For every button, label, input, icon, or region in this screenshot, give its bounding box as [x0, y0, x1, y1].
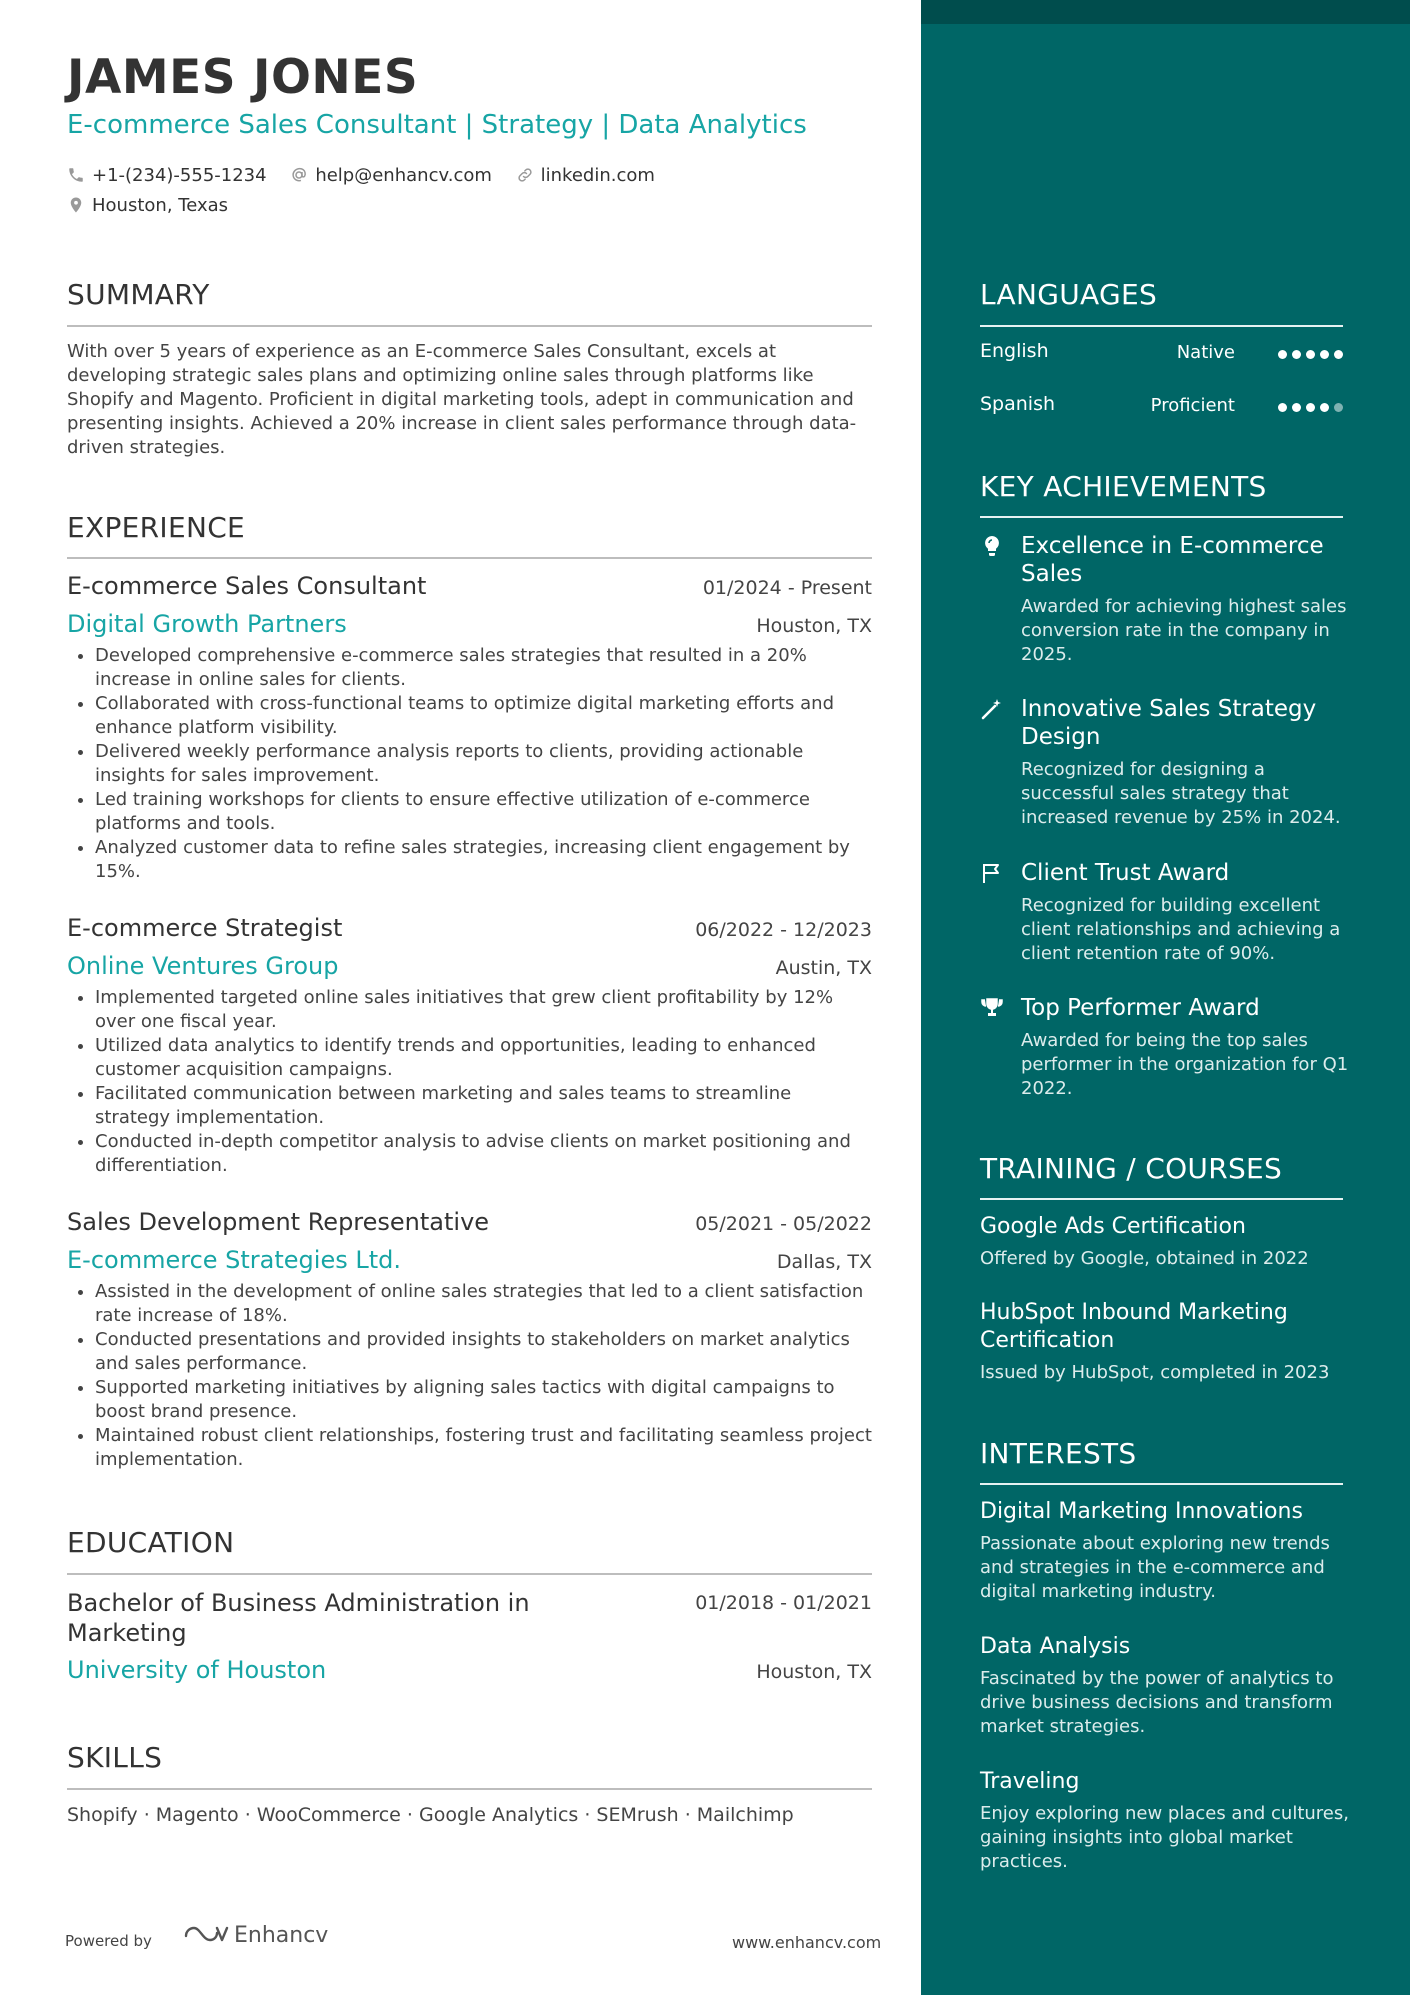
interest-description: Fascinated by the power of analytics to drive business decisions and transform market strategies.	[980, 1668, 1334, 1737]
job-location: Dallas, TX	[776, 1251, 872, 1273]
job-bullet: • Analyzed customer data to refine sales strategies, increasing client engagement by 15%.	[95, 836, 872, 884]
training-description: Offered by Google, obtained in 2022	[980, 1248, 1309, 1269]
summary-divider	[67, 325, 872, 327]
job-bullets	[67, 1280, 872, 1472]
experience-heading: EXPERIENCE	[67, 511, 246, 544]
job-entry	[67, 914, 872, 1178]
language-name: Spanish	[980, 393, 1056, 415]
job-company: Digital Growth Partners	[67, 610, 347, 638]
interest-item	[980, 1633, 1350, 1739]
linkedin-text: linkedin.com	[540, 164, 655, 186]
job-entry	[67, 1208, 872, 1472]
job-title: Sales Development Representative	[67, 1208, 490, 1236]
languages-heading: LANGUAGES	[980, 278, 1158, 311]
job-dates: 05/2021 - 05/2022	[695, 1213, 872, 1235]
skills-heading: SKILLS	[67, 1741, 163, 1774]
achievement-description: Awarded for being the top sales performer in the organization for Q1 2022.	[1021, 1030, 1349, 1099]
rating-dot-filled	[1334, 350, 1343, 359]
job-bullet: • Supported marketing initiatives by aligning sales tactics with digital campaigns to boost brand presence.	[95, 1376, 872, 1424]
languages-divider	[980, 325, 1343, 327]
enhancv-brand-text: Enhancv	[234, 1922, 329, 1948]
trophy-icon	[980, 996, 1004, 1020]
achievement-item	[980, 532, 1350, 667]
language-level: Proficient	[1150, 395, 1235, 416]
contact-location	[67, 190, 228, 220]
footer-url[interactable]: www.enhancv.com	[732, 1933, 882, 1952]
education-divider	[67, 1573, 872, 1575]
location-pin-icon	[67, 196, 85, 214]
job-title: E-commerce Strategist	[67, 914, 343, 942]
enhancv-mark-icon	[182, 1922, 230, 1948]
language-rating	[1273, 403, 1343, 412]
summary-heading: SUMMARY	[67, 278, 210, 311]
job-bullet: • Assisted in the development of online sales strategies that led to a client satisfaction rate increase of 18%.	[95, 1280, 872, 1328]
training-item	[980, 1213, 1350, 1271]
job-bullet: • Delivered weekly performance analysis reports to clients, providing actionable insights for sales improvement.	[95, 740, 872, 788]
phone-text: +1-(234)-555-1234	[92, 164, 267, 186]
interests-heading: INTERESTS	[980, 1437, 1137, 1470]
rating-dot-filled	[1306, 350, 1315, 359]
contact-phone[interactable]	[67, 160, 267, 190]
job-company: Online Ventures Group	[67, 952, 339, 980]
training-item	[980, 1299, 1350, 1385]
achievements-heading: KEY ACHIEVEMENTS	[980, 470, 1267, 503]
training-title: Google Ads Certification	[980, 1214, 1246, 1239]
contact-info	[67, 160, 867, 220]
job-entry	[67, 572, 872, 884]
interest-title: Traveling	[980, 1769, 1080, 1794]
skills-divider	[67, 1788, 872, 1790]
job-bullets	[67, 644, 872, 884]
job-bullet: • Utilized data analytics to identify trends and opportunities, leading to enhanced customer acquisition campaigns.	[95, 1034, 872, 1082]
rating-dot-filled	[1292, 350, 1301, 359]
school-location: Houston, TX	[756, 1661, 872, 1683]
rating-dot-filled	[1320, 403, 1329, 412]
achievement-item	[980, 994, 1350, 1101]
link-icon	[516, 166, 534, 184]
achievement-description: Recognized for designing a successful sales strategy that increased revenue by 25% in 2024.	[1021, 759, 1341, 828]
achievement-description: Recognized for building excellent client relationships and achieving a client retention rate of 90%.	[1021, 895, 1341, 964]
candidate-tagline: E-commerce Sales Consultant | Strategy | Data Analytics	[67, 110, 807, 140]
experience-divider	[67, 557, 872, 559]
language-level: Native	[1176, 342, 1235, 363]
education-heading: EDUCATION	[67, 1526, 235, 1559]
training-title: HubSpot Inbound Marketing Certification	[980, 1300, 1288, 1353]
flag-icon	[980, 861, 1004, 885]
sidebar-top-band	[921, 0, 1410, 24]
language-rating	[1273, 350, 1343, 359]
magic-wand-icon	[980, 697, 1004, 721]
phone-icon	[67, 166, 85, 184]
training-description: Issued by HubSpot, completed in 2023	[980, 1362, 1330, 1383]
interest-item	[980, 1768, 1350, 1874]
rating-dot-empty	[1334, 403, 1343, 412]
achievement-item	[980, 859, 1350, 966]
achievement-item	[980, 695, 1350, 830]
achievement-title: Innovative Sales Strategy Design	[1021, 696, 1317, 750]
training-heading: TRAINING / COURSES	[980, 1152, 1283, 1185]
job-bullet: • Implemented targeted online sales initiatives that grew client profitability by 12% over one fiscal year.	[95, 986, 872, 1034]
language-name: English	[980, 340, 1049, 362]
job-bullet: • Maintained robust client relationships, fostering trust and facilitating seamless project implementation.	[95, 1424, 872, 1472]
rating-dot-filled	[1292, 403, 1301, 412]
job-bullet: • Conducted in-depth competitor analysis to advise clients on market positioning and differentiation.	[95, 1130, 872, 1178]
light-bulb-icon	[980, 534, 1004, 558]
achievement-title: Top Performer Award	[1021, 995, 1260, 1021]
job-title: E-commerce Sales Consultant	[67, 572, 427, 600]
interest-description: Enjoy exploring new places and cultures, gaining insights into global market practices.	[980, 1803, 1349, 1872]
job-bullet: • Led training workshops for clients to ensure effective utilization of e-commerce platforms and tools.	[95, 788, 872, 836]
job-dates: 06/2022 - 12/2023	[695, 919, 872, 941]
job-bullet: • Conducted presentations and provided insights to stakeholders on market analytics and sales performance.	[95, 1328, 872, 1376]
rating-dot-filled	[1278, 350, 1287, 359]
job-location: Houston, TX	[756, 615, 872, 637]
job-bullets	[67, 986, 872, 1178]
skills-list: Shopify · Magento · WooCommerce · Google Analytics · SEMrush · Mailchimp	[67, 1804, 794, 1826]
language-row	[980, 393, 1343, 423]
language-row	[980, 340, 1343, 370]
location-text: Houston, Texas	[92, 194, 229, 216]
interest-title: Data Analysis	[980, 1634, 1131, 1659]
achievement-title: Excellence in E-commerce Sales	[1021, 533, 1324, 587]
interest-title: Digital Marketing Innovations	[980, 1499, 1303, 1524]
summary-text: With over 5 years of experience as an E-commerce Sales Consultant, excels at developing strategic sales plans and optimizing online sales through platforms like Shopify and Magento. Proficient in digital marketing tools, adept in communication and presenting insights. Achieved a 20% increase in client sales performance through data-driven strategies.	[67, 341, 857, 458]
job-bullet: • Facilitated communication between marketing and sales teams to streamline strategy implementation.	[95, 1082, 872, 1130]
school-name: University of Houston	[67, 1656, 327, 1684]
education-entry	[67, 1588, 872, 1684]
training-divider	[980, 1198, 1343, 1200]
rating-dot-filled	[1306, 403, 1315, 412]
interest-item	[980, 1498, 1350, 1604]
enhancv-logo[interactable]	[182, 1922, 328, 1948]
contact-email[interactable]	[290, 160, 492, 190]
powered-by-label: Powered by	[65, 1932, 152, 1950]
sidebar-column	[921, 0, 1410, 1995]
interests-divider	[980, 1483, 1343, 1485]
job-company: E-commerce Strategies Ltd.	[67, 1246, 401, 1274]
degree-title: Bachelor of Business Administration in Marketing	[67, 1589, 530, 1647]
achievement-title: Client Trust Award	[1021, 860, 1230, 886]
job-location: Austin, TX	[775, 957, 872, 979]
job-bullet: • Collaborated with cross-functional teams to optimize digital marketing efforts and enhance platform visibility.	[95, 692, 872, 740]
education-dates: 01/2018 - 01/2021	[695, 1592, 872, 1614]
achievements-divider	[980, 516, 1343, 518]
job-dates: 01/2024 - Present	[702, 577, 872, 599]
job-bullet: • Developed comprehensive e-commerce sales strategies that resulted in a 20% increase in online sales for clients.	[95, 644, 872, 692]
rating-dot-filled	[1278, 403, 1287, 412]
rating-dot-filled	[1320, 350, 1329, 359]
achievement-description: Awarded for achieving highest sales conversion rate in the company in 2025.	[1021, 596, 1347, 665]
at-sign-icon	[290, 166, 308, 184]
contact-linkedin[interactable]	[516, 160, 655, 190]
email-text: help@enhancv.com	[315, 164, 492, 186]
candidate-name: JAMES JONES	[67, 50, 419, 105]
interest-description: Passionate about exploring new trends and strategies in the e-commerce and digital marketing industry.	[980, 1533, 1330, 1602]
